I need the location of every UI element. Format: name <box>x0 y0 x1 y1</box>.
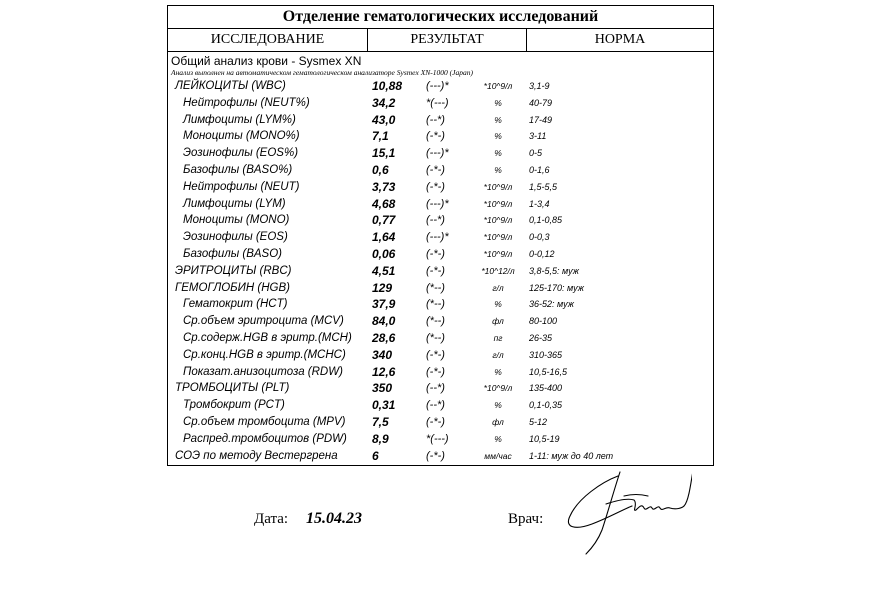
result-unit: *10^12/л <box>481 265 515 276</box>
result-value: 10,88 <box>372 79 403 93</box>
column-header-norm: НОРМА <box>594 32 646 47</box>
result-value: 0,6 <box>372 162 389 177</box>
department-title: Отделение гематологических исследований <box>168 6 713 29</box>
test-name: Лимфоциты (LYM) <box>183 197 286 210</box>
result-unit: *10^9/л <box>483 232 513 243</box>
test-name: ЭРИТРОЦИТЫ (RBC) <box>175 264 292 277</box>
test-name: Ср.объем эритроцита (MCV) <box>183 315 344 328</box>
test-name: Тромбокрит (PCT) <box>183 399 285 412</box>
results-list <box>168 77 713 465</box>
result-flag: (-*-) <box>426 180 445 193</box>
result-value: 4,51 <box>372 263 396 278</box>
result-value: 0,06 <box>372 246 396 261</box>
result-unit: % <box>494 366 502 377</box>
result-row <box>168 145 713 162</box>
result-flag: (*--) <box>426 315 445 328</box>
reference-range: 36-52: муж <box>529 299 574 310</box>
result-unit: % <box>494 97 502 108</box>
reference-range: 1,5-5,5 <box>529 181 558 192</box>
result-unit: *10^9/л <box>483 181 513 192</box>
result-value: 0,31 <box>372 398 396 413</box>
reference-range: 310-365 <box>529 349 563 360</box>
test-name: Гематокрит (HCT) <box>183 298 288 311</box>
result-value: 12,6 <box>372 364 396 379</box>
test-profile-name: Общий анализ крови - Sysmex XN <box>171 54 362 68</box>
result-flag: (-*-) <box>426 365 445 378</box>
result-flag: (---)* <box>426 197 449 210</box>
result-unit: фл <box>492 416 504 427</box>
reference-range: 0,1-0,35 <box>529 400 563 411</box>
result-flag: (--*) <box>426 399 445 412</box>
result-unit: *10^9/л <box>483 248 513 259</box>
result-flag: (*--) <box>426 298 445 311</box>
test-name: Ср.объем тромбоцита (MPV) <box>183 415 346 428</box>
result-unit: *10^9/л <box>483 383 513 394</box>
reference-range: 40-79 <box>529 97 553 108</box>
reference-range: 0-0,12 <box>529 248 555 259</box>
test-name: СОЭ по методу Вестергрена <box>175 449 338 462</box>
test-name: Моноциты (MONO%) <box>183 130 300 143</box>
result-row <box>168 112 713 129</box>
test-name: Показат.анизоцитоза (RDW) <box>183 365 343 378</box>
lab-results-table <box>167 5 714 466</box>
result-row <box>168 196 713 213</box>
reference-range: 5-12 <box>529 416 548 427</box>
doctor-label: Врач: <box>508 511 544 527</box>
test-name: Нейтрофилы (NEUT%) <box>183 96 310 109</box>
result-unit: мм/час <box>484 450 512 461</box>
result-flag: (*--) <box>426 331 445 344</box>
result-flag: (-*-) <box>426 264 445 277</box>
analyzer-note: Анализ выполнен на автоматическом гематологическом анализаторе Sysmex XN-1000 (Japan) <box>171 68 473 77</box>
result-unit: г/л <box>492 349 504 360</box>
test-name: ЛЕЙКОЦИТЫ (WBC) <box>175 80 286 92</box>
result-value: 7,1 <box>372 129 389 144</box>
result-value: 8,9 <box>372 431 389 446</box>
reference-range: 135-400 <box>529 383 563 394</box>
result-value: 15,1 <box>372 146 396 161</box>
reference-range: 80-100 <box>529 316 558 327</box>
result-value: 1,64 <box>372 230 396 245</box>
result-row <box>168 397 713 414</box>
result-value: 7,5 <box>372 414 389 429</box>
result-value: 43,0 <box>372 112 396 127</box>
result-row <box>168 212 713 229</box>
result-flag: (--*) <box>426 382 445 395</box>
column-header-result: РЕЗУЛЬТАТ <box>368 29 527 51</box>
reference-range: 1-11: муж до 40 лет <box>529 450 614 461</box>
reference-range: 10,5-16,5 <box>529 366 568 377</box>
reference-range: 10,5-19 <box>529 433 560 444</box>
result-value: 340 <box>372 347 393 362</box>
result-row <box>168 229 713 246</box>
result-row <box>168 364 713 381</box>
result-unit: % <box>494 299 502 310</box>
result-value: 350 <box>372 381 393 396</box>
result-row <box>168 380 713 397</box>
result-unit: % <box>494 164 502 175</box>
result-value: 4,68 <box>372 196 396 211</box>
result-row <box>168 347 713 364</box>
result-flag: (--*) <box>426 214 445 227</box>
test-name: ГЕМОГЛОБИН (HGB) <box>175 281 290 294</box>
result-flag: (*--) <box>426 281 445 294</box>
result-row <box>168 162 713 179</box>
result-row <box>168 179 713 196</box>
result-flag: *(---) <box>426 96 449 109</box>
result-row <box>168 296 713 313</box>
result-unit: фл <box>492 316 504 327</box>
test-name: Нейтрофилы (NEUT) <box>183 180 300 193</box>
result-unit: % <box>494 400 502 411</box>
result-row <box>168 330 713 347</box>
handwritten-signature-icon <box>562 460 692 555</box>
result-row <box>168 246 713 263</box>
result-row <box>168 414 713 431</box>
result-value: 3,73 <box>372 179 396 194</box>
reference-range: 0-5 <box>529 148 543 159</box>
test-name: Ср.конц.HGB в эритр.(MCHC) <box>183 348 346 361</box>
result-value: 0,77 <box>372 213 396 228</box>
result-row <box>168 313 713 330</box>
result-flag: (-*-) <box>426 130 445 143</box>
result-unit: г/л <box>492 282 504 293</box>
reference-range: 3-11 <box>529 131 547 142</box>
test-name: Базофилы (BASO%) <box>183 163 293 176</box>
result-row <box>168 95 713 112</box>
result-flag: (---)* <box>426 231 449 244</box>
result-value: 6 <box>372 448 379 463</box>
result-unit: пг <box>493 332 503 343</box>
result-unit: % <box>494 131 502 142</box>
reference-range: 125-170: муж <box>529 282 584 293</box>
date-label: Дата: <box>254 511 289 527</box>
result-value: 34,2 <box>372 95 396 110</box>
result-value: 129 <box>372 280 393 295</box>
date-value: 15.04.23 <box>306 510 362 527</box>
result-flag: (-*-) <box>426 449 445 462</box>
reference-range: 0-0,3 <box>529 232 550 243</box>
test-name: Ср.содерж.HGB в эритр.(MCH) <box>183 331 352 344</box>
result-flag: (---)* <box>426 80 449 92</box>
reference-range: 0-1,6 <box>529 164 550 175</box>
reference-range: 0,1-0,85 <box>529 215 563 226</box>
test-name: Распред.тромбоцитов (PDW) <box>183 432 347 445</box>
result-value: 37,9 <box>372 297 396 312</box>
reference-range: 1-3,4 <box>529 198 550 209</box>
result-row <box>168 280 713 297</box>
reference-range: 3,8-5,5: муж <box>529 265 579 276</box>
test-name: Эозинофилы (EOS) <box>183 231 288 244</box>
result-row <box>168 128 713 145</box>
result-unit: *10^9/л <box>483 81 513 91</box>
result-flag: (-*-) <box>426 247 445 260</box>
result-unit: *10^9/л <box>483 198 513 209</box>
result-value: 28,6 <box>372 330 396 345</box>
table-header <box>168 29 713 52</box>
result-row <box>168 263 713 280</box>
column-header-test: ИССЛЕДОВАНИЕ <box>168 29 368 51</box>
result-flag: (-*-) <box>426 163 445 176</box>
reference-range: 17-49 <box>529 114 553 125</box>
result-unit: % <box>494 433 502 444</box>
result-row <box>168 78 713 95</box>
result-value: 84,0 <box>372 314 396 329</box>
test-name: Лимфоциты (LYM%) <box>183 113 296 126</box>
reference-range: 3,1-9 <box>529 81 550 91</box>
result-unit: % <box>494 114 502 125</box>
test-name: Моноциты (MONO) <box>183 214 290 227</box>
result-flag: (-*-) <box>426 348 445 361</box>
result-row <box>168 431 713 448</box>
result-unit: *10^9/л <box>483 215 513 226</box>
result-flag: (-*-) <box>426 415 445 428</box>
result-unit: % <box>494 148 502 159</box>
reference-range: 26-35 <box>529 332 553 343</box>
result-flag: (---)* <box>426 147 449 160</box>
test-name: ТРОМБОЦИТЫ (PLT) <box>175 382 290 395</box>
test-name: Базофилы (BASO) <box>183 247 283 260</box>
result-flag: (--*) <box>426 113 445 126</box>
result-flag: *(---) <box>426 432 449 445</box>
test-name: Эозинофилы (EOS%) <box>183 147 299 160</box>
